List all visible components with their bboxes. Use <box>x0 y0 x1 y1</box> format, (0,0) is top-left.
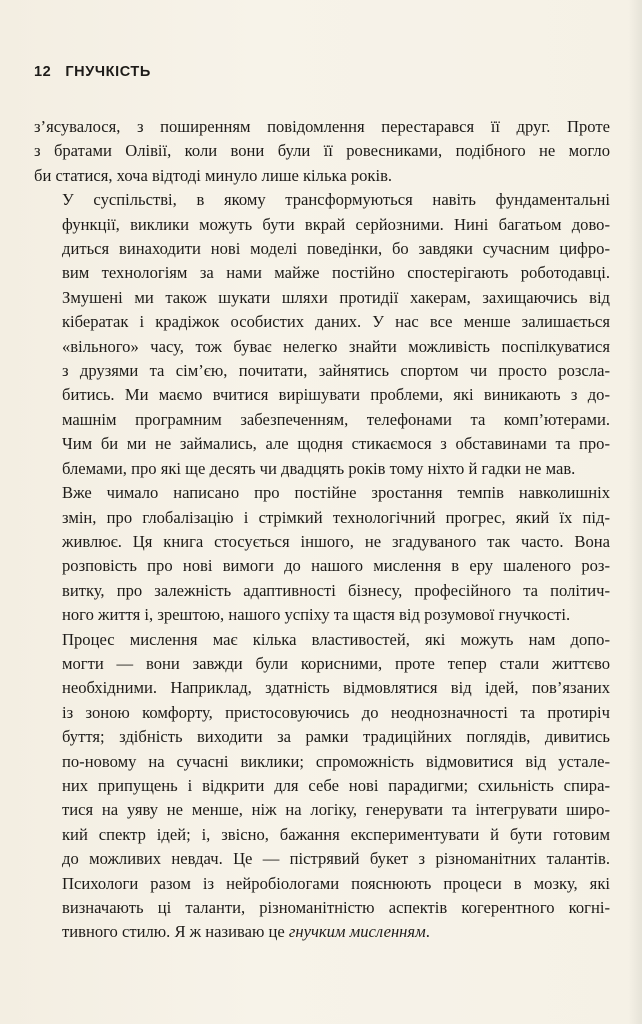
text-line-start: тивного стилю. Я ж називаю це <box>62 922 289 942</box>
paragraph-4 <box>34 628 610 945</box>
running-header <box>34 64 151 80</box>
text-line: Змушені ми також шукати шляхи протидії хакерам, захищаючись від <box>62 287 610 307</box>
text-line: функції, виклики можуть бути вкрай серйозними. Нині багатьом дово- <box>62 214 610 234</box>
text-line-end: . <box>425 922 430 942</box>
text-line: Чим би ми не займались, але щодня стикаємося з обставинами та про- <box>62 434 610 454</box>
text-line: з’ясувалося, з поширенням повідомлення перестарався її друг. Проте <box>34 117 610 136</box>
text-line: кібератак і крадіжок особистих даних. У нас все менше залишається <box>62 312 610 332</box>
paragraph-2 <box>34 188 610 481</box>
text-line: «вільного» часу, тож буває нелегко знайти можливість поспілкуватися <box>62 336 610 356</box>
text-line: до можливих невдач. Це — пістрявий букет з різноманітних талантів. <box>62 849 610 869</box>
text-line: битись. Ми маємо вчитися вирішувати проблеми, які виникають з до- <box>62 385 610 405</box>
text-line: з друзями та сім’єю, почитати, зайнятись спортом чи просто розсла- <box>62 361 610 381</box>
text-line: них припущень і відкрити для себе нові парадигми; схильність спира- <box>62 775 610 795</box>
text-line: би статися, хоча відтоді минуло лише кілька років. <box>34 165 393 185</box>
text-line: із зоною комфорту, пристосовуючись до неоднозначності та протиріч <box>62 702 610 722</box>
paragraph-1 <box>34 115 610 188</box>
text-line: тися на уяву не менше, ніж на логіку, генерувати та інтегрувати широ- <box>62 800 610 820</box>
paragraph-3 <box>34 481 610 627</box>
text-line: буття; здібність виходити за рамки традиційних поглядів, дивитись <box>62 727 610 747</box>
text-line: машнім програмним забезпеченням, телефонами та комп’ютерами. <box>62 409 610 429</box>
text-line: вим технологіям за нами майже постійно спостерігають роботодавці. <box>62 263 610 283</box>
text-line: ного життя і, зрештою, нашого успіху та щастя від розумової гнучкості. <box>62 605 571 625</box>
body-text <box>34 115 610 945</box>
page-edge-shadow <box>628 0 642 1024</box>
chapter-title: ГНУЧКІСТЬ <box>65 64 151 80</box>
text-line: блемами, про які ще десять чи двадцять років тому ніхто й гадки не мав. <box>62 458 576 478</box>
text-line: визначають ці таланти, різноманітністю аспектів когерентного когні- <box>62 898 610 917</box>
text-line: по-новому на сучасні виклики; спроможність відмовитися від устале- <box>62 751 610 771</box>
text-line: Вже чимало написано про постійне зростання темпів навколишніх <box>62 483 610 503</box>
final-text-line <box>34 920 610 944</box>
text-line: Психологи разом із нейробіологами пояснюють процеси в мозку, які <box>62 873 610 893</box>
text-line: У суспільстві, в якому трансформуються навіть фундаментальні <box>62 190 610 210</box>
text-line: з братами Олівії, коли вони були її ровесниками, подібного не могло <box>34 141 610 161</box>
text-line: розповість про нові вимоги до нашого мислення в еру шаленого роз- <box>62 556 610 576</box>
text-line: Процес мислення має кілька властивостей, які можуть нам допо- <box>62 629 610 649</box>
text-line: кий спектр ідей; і, звісно, бажання експериментувати й бути готовим <box>62 824 610 844</box>
page-number: 12 <box>34 64 52 80</box>
emphasis-term: гнучким мисленням <box>288 922 426 942</box>
text-line: живлює. Ця книга стосується іншого, не згадуваного так часто. Вона <box>62 531 610 551</box>
text-line: могти — вони завжди були корисними, проте тепер стали життєво <box>62 653 610 673</box>
text-line: необхідними. Наприклад, здатність відмовлятися від ідей, пов’язаних <box>62 678 610 698</box>
text-line: змін, про глобалізацію і стрімкий технологічний прогрес, який їх під- <box>62 507 610 527</box>
text-line: витку, про залежність адаптивності бізнесу, професійного та політич- <box>62 580 610 600</box>
text-line: диться винаходити нові моделі поведінки, бо завдяки сучасним цифро- <box>62 239 610 259</box>
